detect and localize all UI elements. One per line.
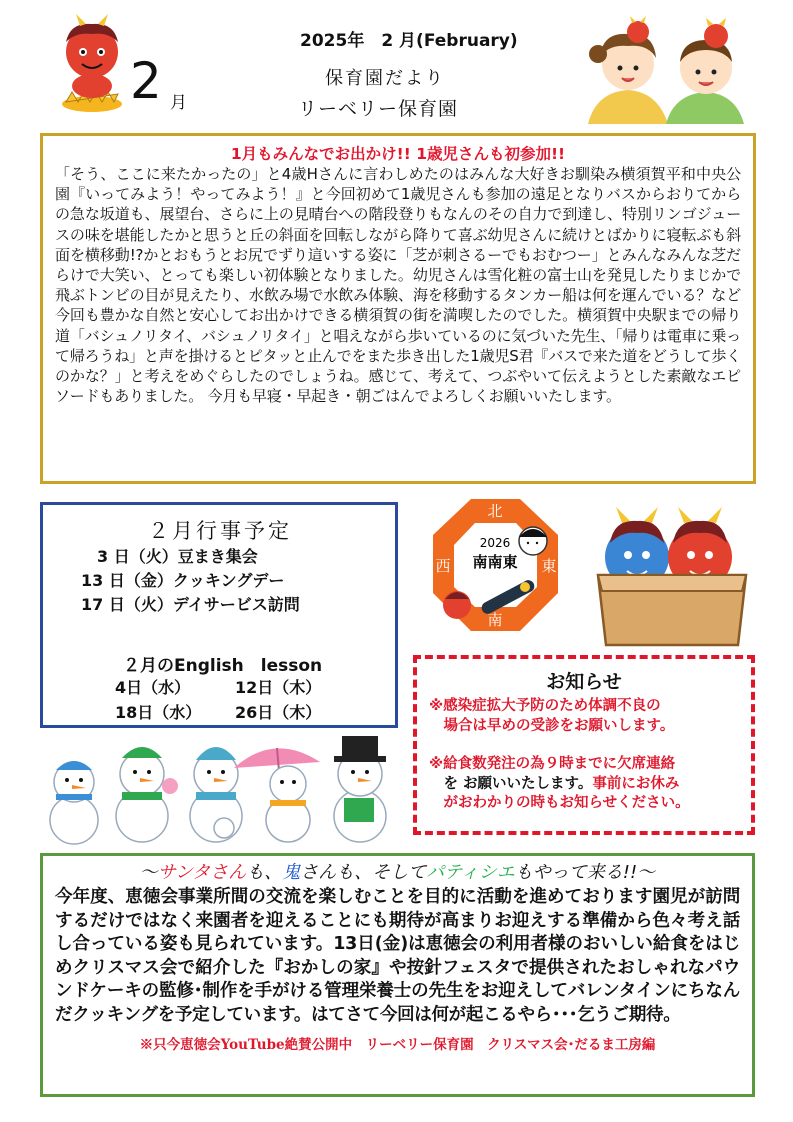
compass-east: 東 [541, 557, 557, 575]
notice-line: ※給食数発注の為９時までに欠席連絡 [429, 756, 676, 772]
english-date: 18日（水） [115, 703, 202, 722]
month-kanji: 月 [170, 93, 187, 113]
compass-south: 南 [487, 611, 503, 629]
month-number: 2 [130, 52, 162, 110]
red-oni-illustration [52, 14, 132, 114]
english-date: 12日（木） [235, 678, 322, 697]
event-item: 13 日（金）クッキングデー [81, 571, 285, 590]
notice-text [429, 697, 690, 814]
youtube-notice: ※只今恵徳会YouTube絶賛公開中 リーベリー保育園 クリスマス会･だるま工房編 [139, 1037, 656, 1053]
notice-line: 場合は早めの受診をお願いします。 [429, 717, 675, 734]
events-title: ２月行事予定 [148, 519, 292, 543]
notice-box [413, 655, 755, 835]
newsletter-date: 2025年 2 月(February) [300, 31, 518, 51]
visitors-box [40, 853, 755, 1097]
compass-west: 西 [435, 557, 451, 575]
event-item: 3 日（火）豆まき集会 [81, 547, 258, 566]
notice-title: お知らせ [546, 671, 622, 693]
notice-line: ※感染症拡大予防のため体調不良の [429, 698, 661, 714]
compass-direction: 南南東 [472, 553, 518, 571]
notice-line: 事前にお休み [592, 775, 680, 792]
notice-line: を お願いいたします。 [429, 775, 593, 792]
notice-line: がおわかりの時もお知らせください。 [429, 795, 690, 811]
compass-north: 北 [487, 502, 503, 520]
lucky-direction-compass [413, 495, 578, 655]
english-date: 26日（木） [235, 703, 322, 722]
events-box [40, 502, 398, 728]
oni-in-box-illustration [592, 495, 752, 655]
snowmen-illustration [34, 728, 410, 846]
outing-report-box [40, 133, 756, 484]
outing-report-body: 「そう、ここに来たかったの」と4歳Hさんに言わしめたのはみんな大好きお馴染み横須賀平和中央公園『いってみよう！やってみよう！』と今回初めて1歳児さんも参加の遠足となりバスからおりてからの急な坂道も、展望台、さらに上の見晴台への階段登りもなんのその自力で到達し、特別リンゴジュースの味を堪能したかと思うと丘の斜面を回転しながら降りて喜ぶ幼児さんに続けとばかりに寝転ぶも斜面を横移動!?かとおもうとお尻でずり這いする姿に「芝が刺さるーでもおむつー」とみんなみんな芝だらけで大笑い、とっても楽しい初体験となりました。幼児さんは雪化粧の富士山を発見したりまじかで飛ぶトンビの目が見えたり、水飲み場で水飲み体験、海を移動するタンカー船は何を運んでいる？など今回も豊かな自然と安心してお出かけできる横須賀の街を満喫したのでした。横須賀中央駅までの帰り道「バシュノリタイ、バシュノリタイ」と唱えながら歩いているのに気づいた先生、「帰りは電車に乗って帰ろうね」と声を掛けるとピタッと止んでをまた歩き出した1歳児S君『バスで来た道をどうして歩くのかな？」と考えをめぐらしたのでしょうね。感じて、考えて、つぶやいて伝えようとした素敵なエピソードもありました。 今月も早寝・早起き・朝ごはんでよろしくお願いいたします。 [55, 165, 741, 406]
event-item: 17 日（火）デイサービス訪問 [81, 595, 300, 614]
visitors-title: ～サンタさんも、鬼さんも、そしてパティシエもやって来る!!～ [139, 862, 656, 883]
english-lesson-dates [115, 675, 355, 725]
newsletter-title: 保育園だより [325, 68, 445, 89]
children-illustration [578, 14, 753, 126]
events-list [81, 545, 300, 617]
english-date: 4日（水） [115, 678, 191, 697]
nursery-name: リーベリー保育園 [298, 98, 459, 120]
outing-report-title: 1月もみんなでお出かけ!! 1歳児さんも初参加!! [230, 145, 566, 163]
compass-year: 2026 [479, 536, 511, 550]
english-lesson-title: ２月のEnglish lesson [123, 656, 323, 676]
visitors-body: 今年度、恵徳会事業所間の交流を楽しむことを目的に活動を進めております園児が訪問するだけではなく来園者を迎えることにも期待が高まりお迎えする準備から色々考え話し合っている姿も見られています。13日(金)は恵徳会の利用者様のおいしい給食をはじめクリスマス会で紹介した『おかしの家』や按針フェスタで提供されたおしゃれなパウンドケーキの監修･制作を手がける管理栄養士の先生をお迎えしてバレンタインにちなんだクッキングを予定しています。はてさて今回は何が起こるやら･･･乞うご期待。 [55, 887, 740, 1025]
